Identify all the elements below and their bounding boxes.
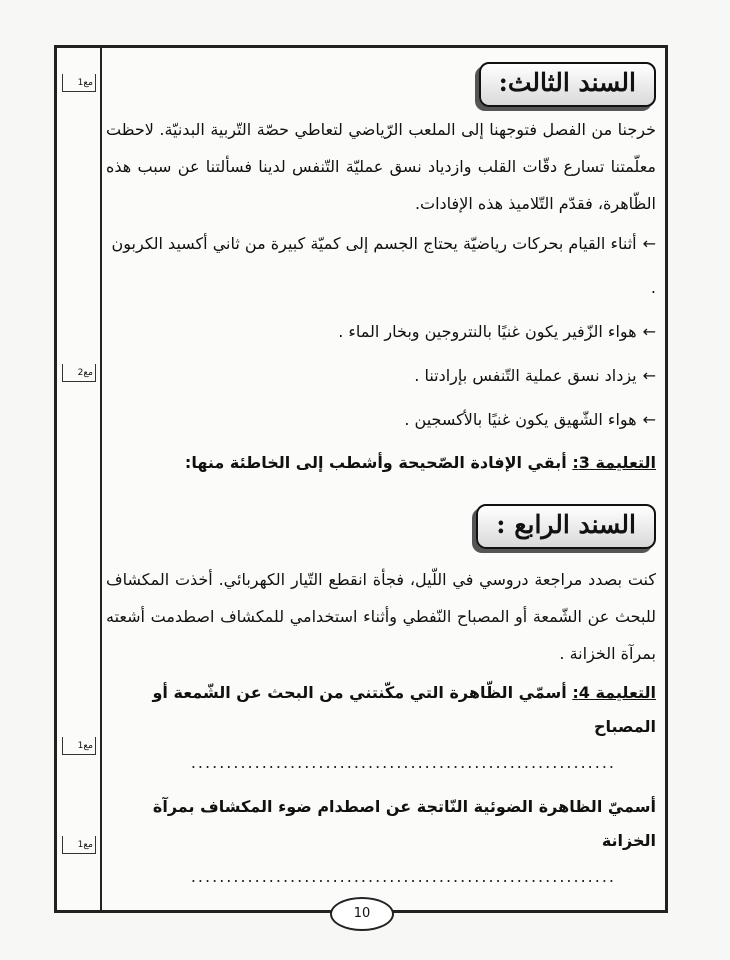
statements-list xyxy=(106,222,656,442)
list-item[interactable] xyxy=(106,354,656,398)
statement-text: هواء الشّهيق يكون غنيًا بالأكسجين . xyxy=(404,410,637,429)
answer-line[interactable]: ............................................................ xyxy=(190,867,616,886)
statement-text: هواء الزّفير يكون غنيًا بالنتروجين وبخار الماء . xyxy=(338,322,637,341)
criterion-box: مع1 xyxy=(62,74,96,92)
section-3 xyxy=(106,52,656,480)
page-number: 10 xyxy=(330,897,394,931)
section-title: السند الرابع : xyxy=(476,504,656,549)
statement-text: أثناء القيام بحركات رياضيّة يحتاج الجسم إلى كميّة كبيرة من ثاني أكسيد الكربون . xyxy=(111,234,656,297)
section-4 xyxy=(106,494,656,892)
arrow-left-icon: ← xyxy=(642,322,656,341)
instruction-3 xyxy=(106,446,656,480)
arrow-left-icon: ← xyxy=(642,234,656,253)
instruction-label: التعليمة 3: xyxy=(572,453,656,472)
section-title: السند الثالث: xyxy=(479,62,656,107)
instruction-text: أبقي الإفادة الصّحيحة وأشطب إلى الخاطئة منها: xyxy=(184,453,567,472)
list-item[interactable] xyxy=(106,222,656,310)
arrow-left-icon: ← xyxy=(642,410,656,429)
instruction-4 xyxy=(106,676,656,744)
page-content xyxy=(106,52,656,902)
statement-text: يزداد نسق عملية التّنفس بإرادتنا . xyxy=(414,366,637,385)
criterion-box: مع1 xyxy=(62,737,96,755)
criterion-box: مع2 xyxy=(62,364,96,382)
question-2: أسميّ الظاهرة الضوئية النّاتجة عن اصطدام ضوء المكشاف بمرآة الخزانة xyxy=(152,797,656,850)
list-item[interactable] xyxy=(106,398,656,442)
instruction-label: التعليمة 4: xyxy=(572,683,656,702)
section-paragraph: كنت بصدد مراجعة دروسي في اللّيل، فجأة انقطع التّيار الكهربائي. أخذت المكشاف للبحث عن الشّمعة أو المصباح النّفطي وأثناء استخدامي للمكشاف اصطدمت أشعته بمرآة الخزانة . xyxy=(106,570,656,663)
arrow-left-icon: ← xyxy=(642,366,656,385)
answer-line[interactable]: ............................................................ xyxy=(190,753,616,772)
margin-line xyxy=(100,45,102,913)
section-paragraph: خرجنا من الفصل فتوجهنا إلى الملعب الرّياضي لتعاطي حصّة التّربية البدنيّة. لاحظت معلّمتنا تسارع دقّات القلب وازدياد نسق عمليّة التّنفس لدينا فسألتنا عن سبب هذه الظّاهرة، فقدّم التّلاميذ هذه الإفادات. xyxy=(106,120,656,213)
criterion-box: مع1 xyxy=(62,836,96,854)
list-item[interactable] xyxy=(106,310,656,354)
instruction-text: أسمّي الظّاهرة التي مكّنتني من البحث عن الشّمعة أو المصباح xyxy=(152,683,656,736)
